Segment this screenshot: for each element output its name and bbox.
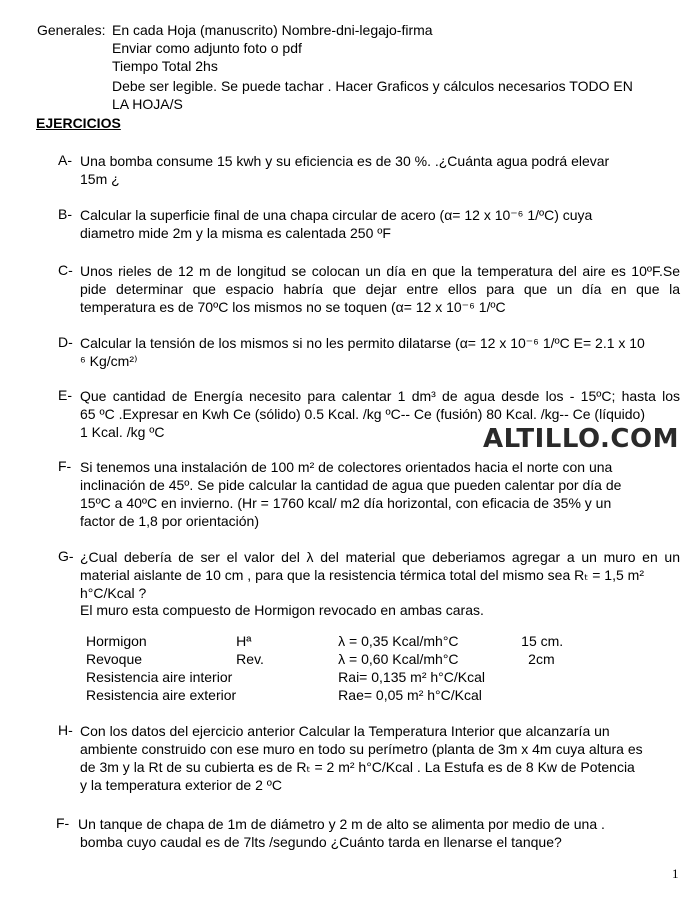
exercise-line: El muro esta compuesto de Hormigon revocado en ambas caras. (80, 602, 484, 618)
material-thickness (521, 668, 563, 686)
exercise-line: temperatura es de 70ºC los mismos no se toquen (α= 12 x 10⁻⁶ 1/ºC (80, 299, 506, 315)
table-row (86, 668, 563, 686)
header-label: Generales: (37, 22, 106, 38)
exercise-letter: B- (58, 206, 72, 222)
exercise-line: de 3m y la Rt de su cubierta es de Rₜ = 2 m² h°C/Kcal . La Estufa es de 8 Kw de Potencia (80, 759, 635, 775)
material-thickness: 15 cm. (521, 633, 564, 649)
section-title: EJERCICIOS (36, 115, 121, 131)
watermark-logo: ALTILLO.COM (483, 424, 679, 454)
exercise-line: pide determinar que espacio habría que dejar entre ellos para que un día en que la (80, 281, 680, 297)
exercise-line: Unos rieles de 12 m de longitud se colocan un día en que la temperatura del aire es 10ºF.Se (80, 263, 680, 279)
material-name: Hormigon (86, 633, 147, 649)
exercise-line: bomba cuyo caudal es de 7lts /segundo ¿Cuánto tarda en llenarse el tanque? (80, 834, 562, 850)
material-value: Rae= 0,05 m² h°C/Kcal (338, 687, 482, 703)
exercise-letter: E- (58, 387, 72, 403)
material-name: Resistencia aire interior (86, 669, 233, 685)
material-symbol (236, 686, 338, 704)
header-line: En cada Hoja (manuscrito) Nombre-dni-legajo-firma (112, 22, 433, 38)
exercise-line: y la temperatura exterior de 2 ºC (80, 777, 282, 793)
exercise-letter: C- (58, 262, 73, 278)
material-thickness: 2cm (528, 651, 555, 667)
header-line: Tiempo Total 2hs (112, 58, 218, 74)
exercise-line: 65 ºC .Expresar en Kwh Ce (sólido) 0.5 Kcal. /kg ºC-- Ce (fusión) 80 Kcal. /kg-- Ce (líquido) (80, 406, 645, 422)
exercise-letter: A- (58, 152, 72, 168)
exercise-line: 15ºC a 40ºC en invierno. (Hr = 1760 kcal/ m2 día horizontal, con eficacia de 35% y un (80, 495, 612, 511)
material-name: Resistencia aire exterior (86, 687, 237, 703)
material-thickness (521, 686, 563, 704)
exercise-line: h°C/Kcal ? (80, 585, 147, 601)
exercise-line: 15m ¿ (80, 171, 120, 187)
table-row (86, 650, 563, 668)
exercise-line: ⁶ Kg/cm²⁾ (80, 353, 138, 369)
material-value: Rai= 0,135 m² h°C/Kcal (338, 669, 486, 685)
exercise-line: Si tenemos una instalación de 100 m² de colectores orientados hacia el norte con una (80, 459, 613, 475)
materials-table (86, 632, 563, 704)
exercise-line: material aislante de 10 cm , para que la resistencia térmica total del mismo sea Rₜ = 1,5 m² (80, 567, 644, 583)
material-value: λ = 0,35 Kcal/mh°C (338, 633, 459, 649)
exercise-line: 1 Kcal. /kg ºC (80, 424, 165, 440)
exercise-line: Un tanque de chapa de 1m de diámetro y 2 m de alto se alimenta por medio de una . (78, 816, 605, 832)
exercise-line: Una bomba consume 15 kwh y su eficiencia es de 30 %. .¿Cuánta agua podrá elevar (80, 153, 610, 169)
table-row (86, 632, 563, 650)
exercise-letter: F- (56, 815, 70, 831)
exercise-line: factor de 1,8 por orientación) (80, 513, 259, 529)
exercise-line: Calcular la tensión de los mismos si no les permito dilatarse (α= 12 x 10⁻⁶ 1/ºC E= 2.1 x 10 (80, 335, 645, 351)
exercise-line: Calcular la superficie final de una chapa circular de acero (α= 12 x 10⁻⁶ 1/ºC) cuya (80, 207, 593, 223)
exercise-line: ambiente construido con ese muro en todo su perímetro (planta de 3m x 4m cuya altura es (80, 741, 643, 757)
exercise-letter: H- (58, 722, 73, 738)
exercise-line: diametro mide 2m y la misma es calentada 250 ºF (80, 225, 391, 241)
exercise-letter: G- (58, 548, 74, 564)
exercise-line: Con los datos del ejercicio anterior Calcular la Temperatura Interior que alcanzaría un (80, 723, 610, 739)
exercise-line: inclinación de 45º. Se pide calcular la cantidad de agua que pueden calentar por día de (80, 477, 622, 493)
table-row (86, 686, 563, 704)
exercise-line: ¿Cual debería de ser el valor del λ del material que deberiamos agregar a un muro en un (80, 549, 680, 565)
page-number: 1 (672, 866, 679, 881)
material-symbol (236, 668, 338, 686)
header-line: Enviar como adjunto foto o pdf (112, 40, 302, 56)
header-line: Debe ser legible. Se puede tachar . Hacer Graficos y cálculos necesarios TODO EN (112, 78, 633, 94)
exercise-letter: D- (58, 334, 73, 350)
material-symbol: Hª (236, 633, 252, 649)
header-line: LA HOJA/S (112, 96, 183, 112)
exercise-line: Que cantidad de Energía necesito para calentar 1 dm³ de agua desde los - 15ºC; hasta los (80, 388, 680, 404)
exercise-letter: F- (58, 458, 72, 474)
material-value: λ = 0,60 Kcal/mh°C (338, 651, 459, 667)
material-name: Revoque (86, 651, 143, 667)
material-symbol: Rev. (236, 651, 264, 667)
